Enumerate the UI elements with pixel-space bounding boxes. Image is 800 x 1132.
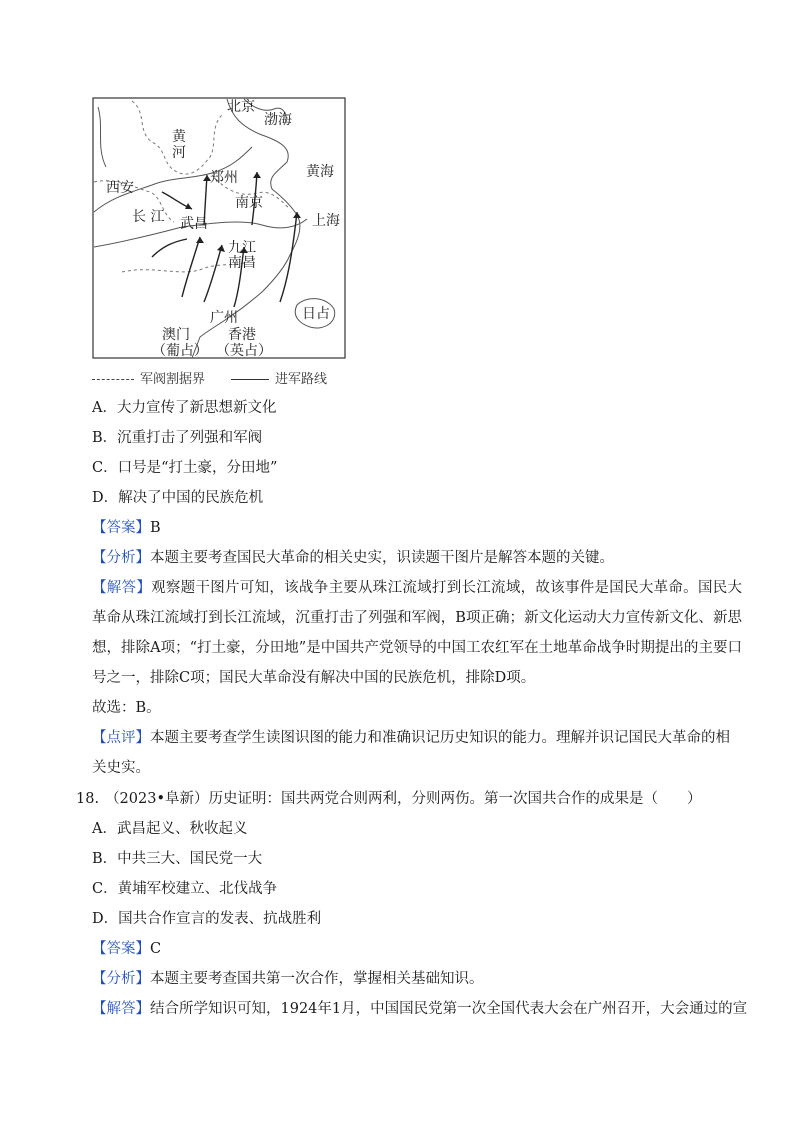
map-legend [92, 368, 327, 387]
analysis-tag: 【分析】 [92, 971, 150, 987]
label-huang: 黄 [172, 129, 186, 145]
q18-solution [92, 999, 747, 1019]
label-nanchang: 南昌 [228, 255, 256, 271]
label-he: 河 [172, 145, 186, 161]
q18-option-d: D．国共合作宣言的发表、抗战胜利 [92, 911, 322, 927]
analysis-text: 本题主要考查国共第一次合作，掌握相关基础知识。 [150, 971, 484, 987]
label-xianggang: 香港 [228, 327, 256, 343]
q17-answer [92, 518, 161, 538]
label-jiujiang: 九江 [228, 240, 256, 256]
answer-tag: 【答案】 [92, 520, 150, 536]
label-huanghai: 黄海 [306, 164, 334, 180]
legend-solid-label: 进军路线 [275, 372, 328, 387]
label-guangzhou: 广州 [210, 310, 238, 326]
solution-tag: 【解答】 [92, 580, 152, 596]
solution-text: 观察题干图片可知，该战争主要从珠江流域打到长江流域，故该事件是国民大革命。国民大革命从珠江流域打到长江流域，沉重打击了列强和军阀，B项正确；新文化运动大力宣传新文化、新思想，排除A项；“打土豪，分田地”是中国共产党领导的中国工农红军在土地革命战争时期提出的主要口号之一，排除C项；国民大革命没有解决中国的民族危机，排除D项。 [92, 580, 743, 686]
label-xian: 西安 [106, 180, 134, 196]
label-bohai: 渤海 [264, 112, 292, 128]
label-changjiang: 长 江 [132, 209, 165, 225]
q18-option-b: B．中共三大、国民党一大 [92, 851, 263, 867]
answer-value: C [150, 941, 162, 957]
northern-expedition-map [92, 97, 346, 359]
answer-tag: 【答案】 [92, 941, 150, 957]
label-shanghai: 上海 [312, 213, 340, 229]
q17-option-a: A．大力宣传了新思想新文化 [92, 400, 277, 416]
q17-solution [92, 573, 742, 693]
q18-option-a: A．武昌起义、秋收起义 [92, 821, 248, 837]
legend-dashed-line [92, 379, 134, 380]
q17-analysis [92, 548, 614, 568]
label-xianggang-sub: （英占） [216, 343, 272, 359]
label-rizhan: 日占 [302, 306, 330, 322]
q18-analysis [92, 969, 484, 989]
comment-text: 本题主要考查学生读图识图的能力和准确识记历史知识的能力。理解并识记国民大革命的相关史实。 [92, 730, 730, 776]
q17-choose: 故选：B。 [92, 700, 161, 716]
q17-option-d: D．解决了中国的民族危机 [92, 490, 264, 506]
legend-solid-line [231, 379, 269, 380]
answer-value: B [150, 520, 161, 536]
label-zhengzhou: 郑州 [210, 170, 238, 186]
solution-tag: 【解答】 [92, 1001, 150, 1017]
solution-text: 结合所学知识可知，1924年1月，中国国民党第一次全国代表大会在广州召开，大会通过的宣 [150, 1001, 748, 1017]
q17-option-b: B．沉重打击了列强和军阀 [92, 430, 263, 446]
label-wuchang: 武昌 [180, 216, 208, 232]
q18-stem [76, 789, 702, 809]
q18-answer [92, 939, 161, 959]
label-nanjing: 南京 [235, 195, 263, 211]
analysis-text: 本题主要考查国民大革命的相关史实，识读题干图片是解答本题的关键。 [150, 550, 614, 566]
q18-stem-text: （2023•阜新）历史证明：国共两党合则两利，分则两伤。第一次国共合作的成果是（ ） [105, 791, 702, 807]
q17-comment [92, 723, 742, 783]
label-aomen: 澳门 [162, 327, 190, 343]
analysis-tag: 【分析】 [92, 550, 150, 566]
comment-tag: 【点评】 [92, 730, 150, 746]
label-aomen-sub: （葡占） [152, 343, 208, 359]
map-figure [92, 97, 346, 359]
label-beijing: 北京 [227, 99, 255, 115]
q18-option-c: C．黄埔军校建立、北伐战争 [92, 881, 278, 897]
q17-option-c: C．口号是“打土豪，分田地” [92, 460, 278, 476]
legend-dashed-label: 军阀割据界 [140, 372, 206, 387]
q18-number: 18. [76, 791, 100, 807]
